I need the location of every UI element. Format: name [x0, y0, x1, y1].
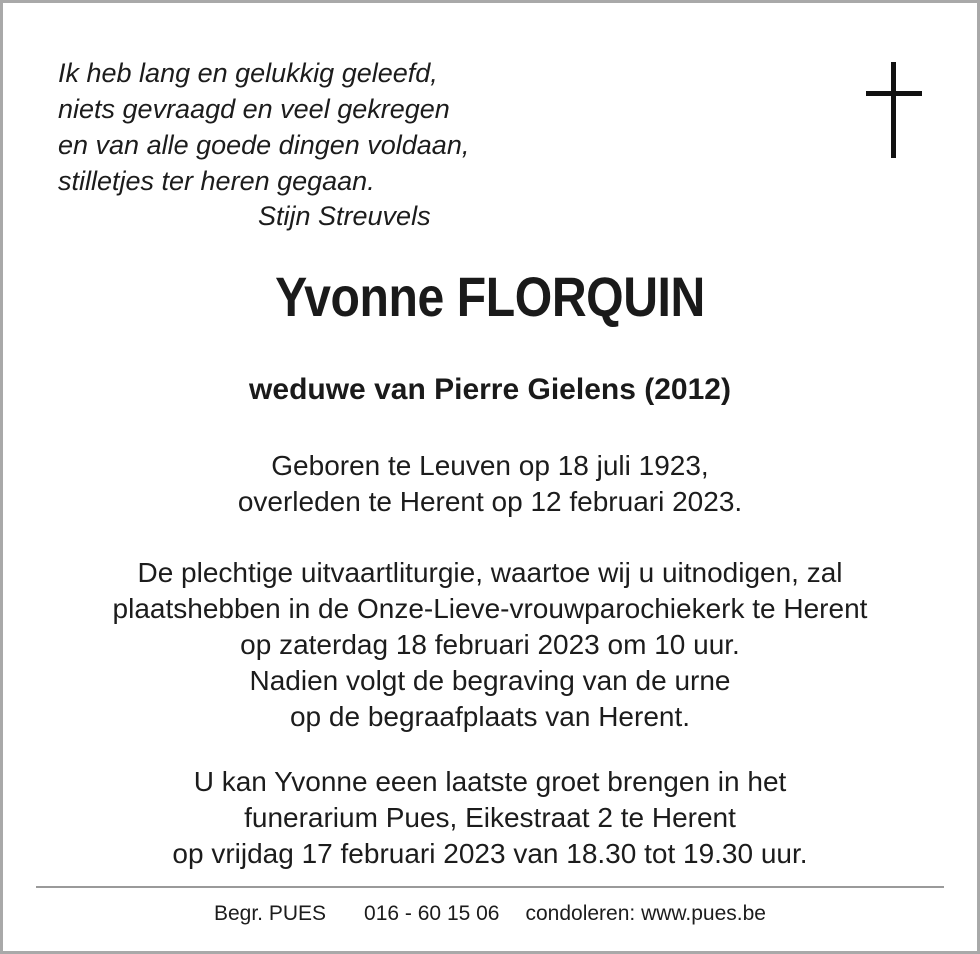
deceased-name: Yvonne FLORQUIN — [275, 265, 705, 328]
death-line: overleden te Herent op 12 februari 2023. — [237, 486, 743, 517]
cross-vertical-bar — [891, 62, 896, 158]
visit-line: op vrijdag 17 februari 2023 van 18.30 tot 19.30 uur. — [172, 838, 808, 869]
undertaker-phone: 016 - 60 15 06 — [364, 902, 500, 925]
birth-line: Geboren te Leuven op 18 juli 1923, — [271, 450, 709, 481]
cross-icon — [866, 62, 922, 158]
ceremony-line: plaatshebben in de Onze-Lieve-vrouwparochiekerk te Herent — [112, 593, 868, 624]
poem-line: en van alle goede dingen voldaan, — [58, 130, 470, 160]
poem-line: Ik heb lang en gelukkig geleefd, — [58, 58, 438, 88]
footer — [0, 900, 980, 928]
undertaker-name: Begr. PUES — [213, 902, 327, 925]
poem-line: niets gevraagd en veel gekregen — [58, 94, 450, 124]
visit-line: U kan Yvonne eeen laatste groet brengen in het — [193, 766, 787, 797]
visit-info — [0, 764, 980, 872]
poem — [58, 55, 469, 233]
deceased-subtitle: weduwe van Pierre Gielens (2012) — [249, 373, 731, 406]
ceremony-line: op zaterdag 18 februari 2023 om 10 uur. — [240, 629, 740, 660]
birth-death-info — [0, 448, 980, 520]
visit-line: funerarium Pues, Eikestraat 2 te Herent — [244, 802, 736, 833]
ceremony-line: op de begraafplaats van Herent. — [289, 701, 691, 732]
poem-author: Stijn Streuvels — [258, 201, 431, 231]
ceremony-info — [0, 555, 980, 735]
poem-line: stilletjes ter heren gegaan. — [58, 166, 375, 196]
ceremony-line: De plechtige uitvaartliturgie, waartoe wij u uitnodigen, zal — [137, 557, 843, 588]
footer-divider — [36, 886, 944, 888]
ceremony-line: Nadien volgt de begraving van de urne — [249, 665, 731, 696]
cross-horizontal-bar — [866, 91, 922, 96]
condolence-link[interactable]: condoleren: www.pues.be — [525, 902, 766, 925]
